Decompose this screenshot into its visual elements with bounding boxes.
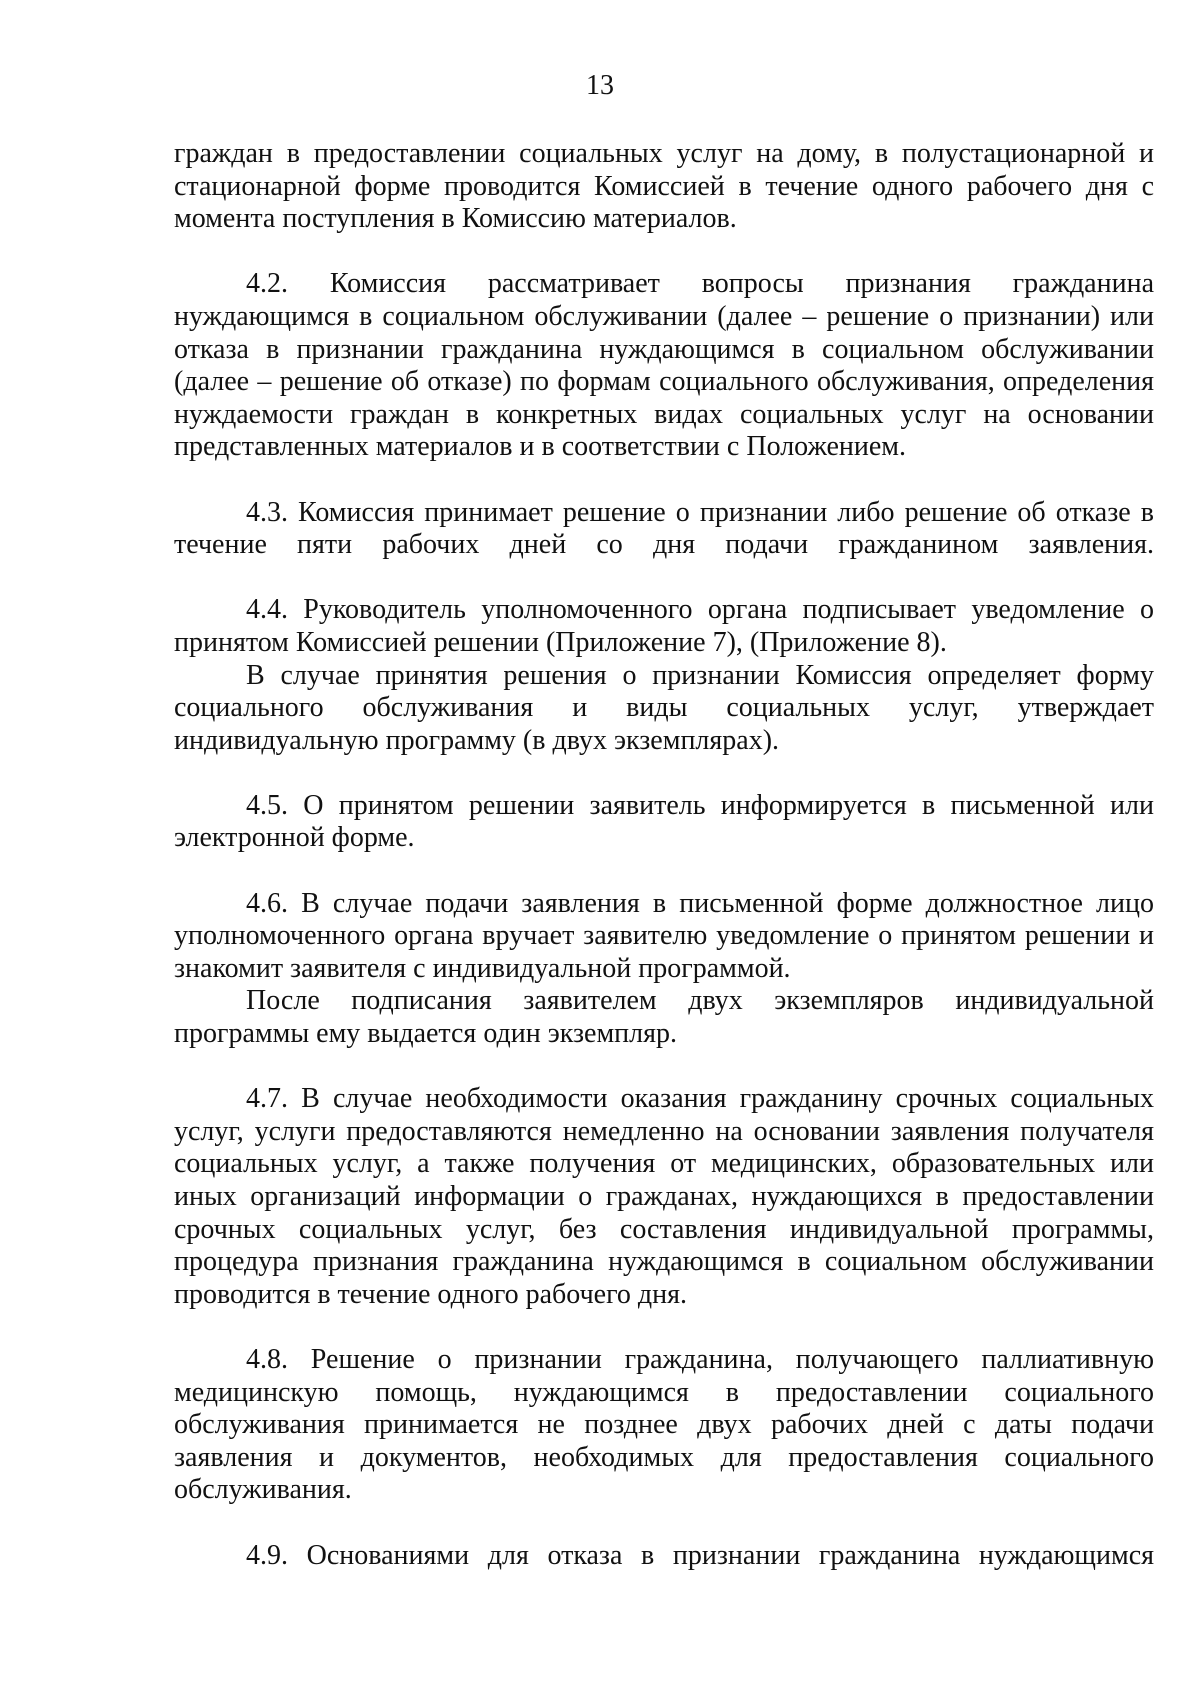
paragraph-4-4: 4.4. Руководитель уполномоченного органа подписывает уведомление о принятом Комиссией решении (Приложение 7), (Приложение 8).	[174, 594, 1154, 658]
paragraph-4-2: 4.2. Комиссия рассматривает вопросы признания гражданина нуждающимся в социальном обслуживании (далее – решение о признании) или отказа в признании гражданина нуждающимся в социальном обслуживании (далее – решение об отказе) по формам социального обслуживания, определения нуждаемости граждан в конкретных видах социальных услуг на основании представленных материалов и в соответствии с Положением.	[174, 268, 1154, 463]
paragraph-4-5: 4.5. О принятом решении заявитель информируется в письменной или электронной форме.	[174, 789, 1154, 854]
paragraph-4-8: 4.8. Решение о признании гражданина, получающего паллиативную медицинскую помощь, нуждающимся в предоставлении социального обслуживания принимается не позднее двух рабочих дней с даты подачи заявления и документов, необходимых для предоставления социального обслуживания.	[174, 1343, 1154, 1506]
paragraph-continuation: граждан в предоставлении социальных услуг на дому, в полустационарной и стационарной форме проводится Комиссией в течение одного рабочего дня с момента поступления в Комиссию материалов.	[174, 138, 1154, 235]
page-number: 13	[586, 70, 614, 101]
paragraph-4-3: 4.3. Комиссия принимает решение о признании либо решение об отказе в течение пяти рабочих дней со дня подачи гражданином заявления.	[174, 496, 1154, 561]
paragraph-4-4-continued: В случае принятия решения о признании Комиссия определяет форму социального обслуживания и виды социальных услуг, утверждает индивидуальную программу (в двух экземплярах).	[174, 659, 1154, 756]
paragraph-4-6: 4.6. В случае подачи заявления в письменной форме должностное лицо уполномоченного органа вручает заявителю уведомление о принятом решении и знакомит заявителя с индивидуальной программой.	[174, 887, 1154, 984]
paragraph-4-7: 4.7. В случае необходимости оказания гражданину срочных социальных услуг, услуги предоставляются немедленно на основании заявления получателя социальных услуг, а также получения от медицинских, образовательных или иных организаций информации о гражданах, нуждающихся в предоставлении срочных социальных услуг, без составления индивидуальной программы, процедура признания гражданина нуждающимся в социальном обслуживании проводится в течение одного рабочего дня.	[174, 1083, 1154, 1310]
document-body	[174, 138, 1154, 1572]
paragraph-4-9: 4.9. Основаниями для отказа в признании гражданина нуждающимся	[246, 1539, 1154, 1571]
paragraph-4-6-continued: После подписания заявителем двух экземпляров индивидуальной программы ему выдается один экземпляр.	[174, 985, 1154, 1050]
